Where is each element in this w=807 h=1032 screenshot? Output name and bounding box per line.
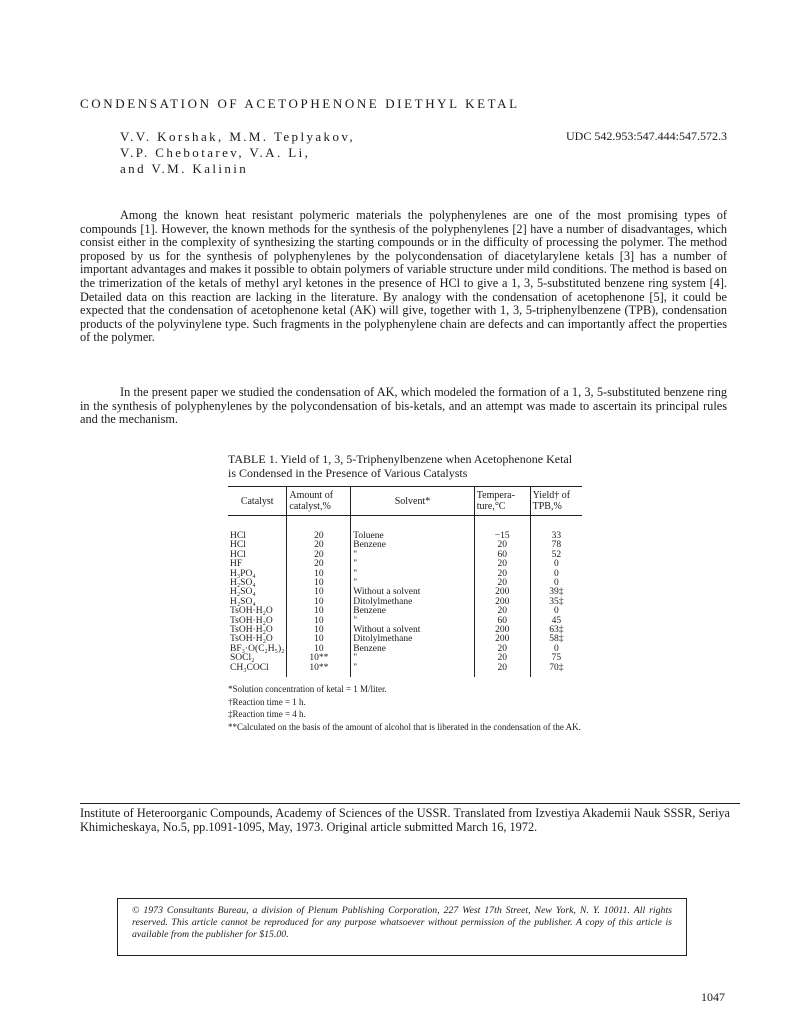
amount-cell: 10: [287, 588, 351, 597]
table-row: [228, 541, 582, 550]
temperature-cell: 20: [474, 645, 530, 654]
table-header-cell: Yield† of TPB,%: [530, 487, 582, 516]
catalyst-cell: BF₃·O(C₂H₅)₂: [230, 643, 285, 654]
catalyst-cell: CH₃COCl: [230, 662, 269, 673]
article-title: CONDENSATION OF ACETOPHENONE DIETHYL KETAL: [80, 96, 520, 111]
solvent-cell: Without a solvent: [351, 588, 475, 597]
table-caption: TABLE 1. Yield of 1, 3, 5-Triphenylbenzene when Acetophenone Ketal is Condensed in the Presence of Various Catalysts: [228, 452, 573, 480]
yield-cell: 63‡: [530, 626, 582, 635]
yield-cell: 39‡: [530, 588, 582, 597]
solvent-cell: Benzene: [351, 607, 475, 616]
amount-cell: 10**: [287, 654, 351, 663]
table-note: *Solution concentration of ketal = 1 M/liter.: [228, 684, 387, 695]
copyright-notice: © 1973 Consultants Bureau, a division of Plenum Publishing Corporation, 227 West 17th Street, New York, N. Y. 10011. All rights reserved. This article cannot be reproduced for any purpose whatsoever without permission of the publisher. A copy of this article is available from the publisher for $15.00.: [117, 898, 687, 956]
page-number: 1047: [701, 990, 725, 1004]
table-body: [228, 516, 582, 678]
amount-cell: 10: [287, 626, 351, 635]
catalyst-cell: HCl: [230, 531, 246, 541]
yield-cell: 0: [530, 579, 582, 588]
solvent-cell: ": [351, 560, 475, 569]
yield-cell: 58‡: [530, 635, 582, 644]
data-table: [228, 486, 582, 677]
footnote-divider: [80, 803, 740, 804]
amount-cell: 20: [287, 551, 351, 560]
author-line: V.V. Korshak, M.M. Teplyakov,: [120, 129, 356, 144]
solvent-cell: ": [351, 551, 475, 560]
solvent-cell: Ditolylmethane: [351, 635, 475, 644]
udc-code: UDC 542.953:547.444:547.572.3: [565, 129, 727, 143]
table-note: †Reaction time = 1 h.: [228, 696, 306, 707]
temperature-cell: 60: [474, 551, 530, 560]
table-header-cell: Tempera-ture,°C: [474, 487, 530, 516]
table-row: [228, 645, 582, 654]
amount-cell: 10: [287, 579, 351, 588]
solvent-cell: ": [351, 664, 475, 677]
body-paragraph: [80, 209, 727, 345]
yield-cell: 52: [530, 551, 582, 560]
table-row: [228, 551, 582, 560]
yield-cell: 78: [530, 541, 582, 550]
amount-cell: 10: [287, 635, 351, 644]
amount-cell: 10: [287, 645, 351, 654]
temperature-cell: 20: [474, 579, 530, 588]
table-notes: [228, 683, 582, 733]
amount-cell: 10: [287, 570, 351, 579]
solvent-cell: Benzene: [351, 541, 475, 550]
table-note: ‡Reaction time = 4 h.: [228, 709, 306, 720]
solvent-cell: ": [351, 579, 475, 588]
amount-cell: 10**: [287, 664, 351, 677]
temperature-cell: 20: [474, 560, 530, 569]
catalyst-cell: TsOH·H₂O: [230, 634, 273, 645]
amount-cell: 10: [287, 617, 351, 626]
catalyst-cell: TsOH·H₂O: [230, 606, 273, 617]
table-header-cell: Amount of catalyst,%: [287, 487, 351, 516]
solvent-cell: Toluene: [351, 516, 475, 542]
solvent-cell: Ditolylmethane: [351, 598, 475, 607]
table-row: [228, 560, 582, 569]
catalyst-cell: HF: [230, 559, 243, 570]
amount-cell: 20: [287, 516, 351, 542]
yield-cell: 45: [530, 617, 582, 626]
solvent-cell: Benzene: [351, 645, 475, 654]
table-row: [228, 570, 582, 579]
table-note: **Calculated on the basis of the amount of alcohol that is liberated in the condensation of the AK.: [228, 721, 581, 732]
temperature-cell: 200: [474, 598, 530, 607]
yield-cell: 0: [530, 570, 582, 579]
catalyst-cell: TsOH·H₂O: [230, 615, 273, 626]
temperature-cell: 20: [474, 664, 530, 677]
temperature-cell: 200: [474, 635, 530, 644]
catalyst-cell: H₃PO₄: [230, 568, 256, 579]
paragraph-text: Among the known heat resistant polymeric materials the polyphenylenes are one of the most promising types of compounds [1]. However, the known methods for the synthesis of the polyphenylenes [2] have a number of disadvantages, which consist either in the complexity of synthesizing the starting compounds or in the difficulty of processing the polymer. The method proposed by us for the synthesis of polyphenylenes by the polycondensation of diacetylarylene ketals [3] has a number of important advantages and makes it possible to obtain polymers of variable structure under mild conditions. The method is based on the trimerization of the ketals of methyl aryl ketones in the presence of HCl to give a 1, 3, 5-substituted benzene ring system [4]. Detailed data on this reaction are lacking in the literature. By analogy with the condensation of acetophenone [5], it could be expected that the condensation of acetophenone ketal (AK) will give, together with 1, 3, 5-triphenylbenzene (TPB), condensation products of the polyvinylene type. Such fragments in the polyphenylene chain are defects and can importantly affect the properties of the polymer.: [80, 208, 727, 345]
body-paragraph: [80, 386, 727, 427]
catalyst-cell: SOCl₂: [230, 653, 255, 664]
yield-cell: 0: [530, 607, 582, 616]
solvent-cell: ": [351, 654, 475, 663]
catalyst-cell: H₂SO₄: [230, 578, 256, 589]
affiliation-note: Institute of Heteroorganic Compounds, Academy of Sciences of the USSR. Translated from Izvestiya Akademii Nauk SSSR, Seriya Khimicheskaya, No.5, pp.1091-1095, May, 1973. Original article submitted March 16, 1972.: [80, 806, 730, 834]
yield-cell: 33: [530, 516, 582, 542]
table-header-cell: Solvent*: [351, 487, 475, 516]
table-row: [228, 607, 582, 616]
temperature-cell: −15: [474, 516, 530, 542]
yield-cell: 70‡: [530, 664, 582, 677]
temperature-cell: 200: [474, 588, 530, 597]
temperature-cell: 20: [474, 570, 530, 579]
catalyst-cell: H₂SO₄: [230, 596, 256, 607]
solvent-cell: Without a solvent: [351, 626, 475, 635]
amount-cell: 20: [287, 541, 351, 550]
yield-cell: 75: [530, 654, 582, 663]
temperature-cell: 200: [474, 626, 530, 635]
catalyst-cell: HCl: [230, 540, 246, 551]
table-header-row: [228, 487, 582, 516]
temperature-cell: 20: [474, 541, 530, 550]
paragraph-text: In the present paper we studied the condensation of AK, which modeled the formation of a 1, 3, 5-substituted benzene ring in the synthesis of polyphenylenes by the polycondensation of bis-ketals, and an attempt was made to ascertain its principal rules and the mechanism.: [80, 385, 727, 427]
table-row: [228, 664, 582, 677]
amount-cell: 20: [287, 560, 351, 569]
catalyst-cell: HCl: [230, 549, 246, 560]
table-block: [228, 452, 582, 733]
table-row: [228, 516, 582, 542]
yield-cell: 0: [530, 645, 582, 654]
table-row: [228, 654, 582, 663]
temperature-cell: 20: [474, 654, 530, 663]
yield-cell: 0: [530, 560, 582, 569]
table-header-cell: Catalyst: [240, 495, 274, 507]
solvent-cell: ": [351, 570, 475, 579]
author-line: and V.M. Kalinin: [120, 161, 249, 176]
catalyst-cell: H₂SO₄: [230, 587, 256, 598]
amount-cell: 10: [287, 598, 351, 607]
amount-cell: 10: [287, 607, 351, 616]
table-row: [228, 598, 582, 607]
temperature-cell: 20: [474, 607, 530, 616]
yield-cell: 35‡: [530, 598, 582, 607]
solvent-cell: ": [351, 617, 475, 626]
catalyst-cell: TsOH·H₂O: [230, 625, 273, 636]
author-line: V.P. Chebotarev, V.A. Li,: [120, 145, 311, 160]
temperature-cell: 60: [474, 617, 530, 626]
